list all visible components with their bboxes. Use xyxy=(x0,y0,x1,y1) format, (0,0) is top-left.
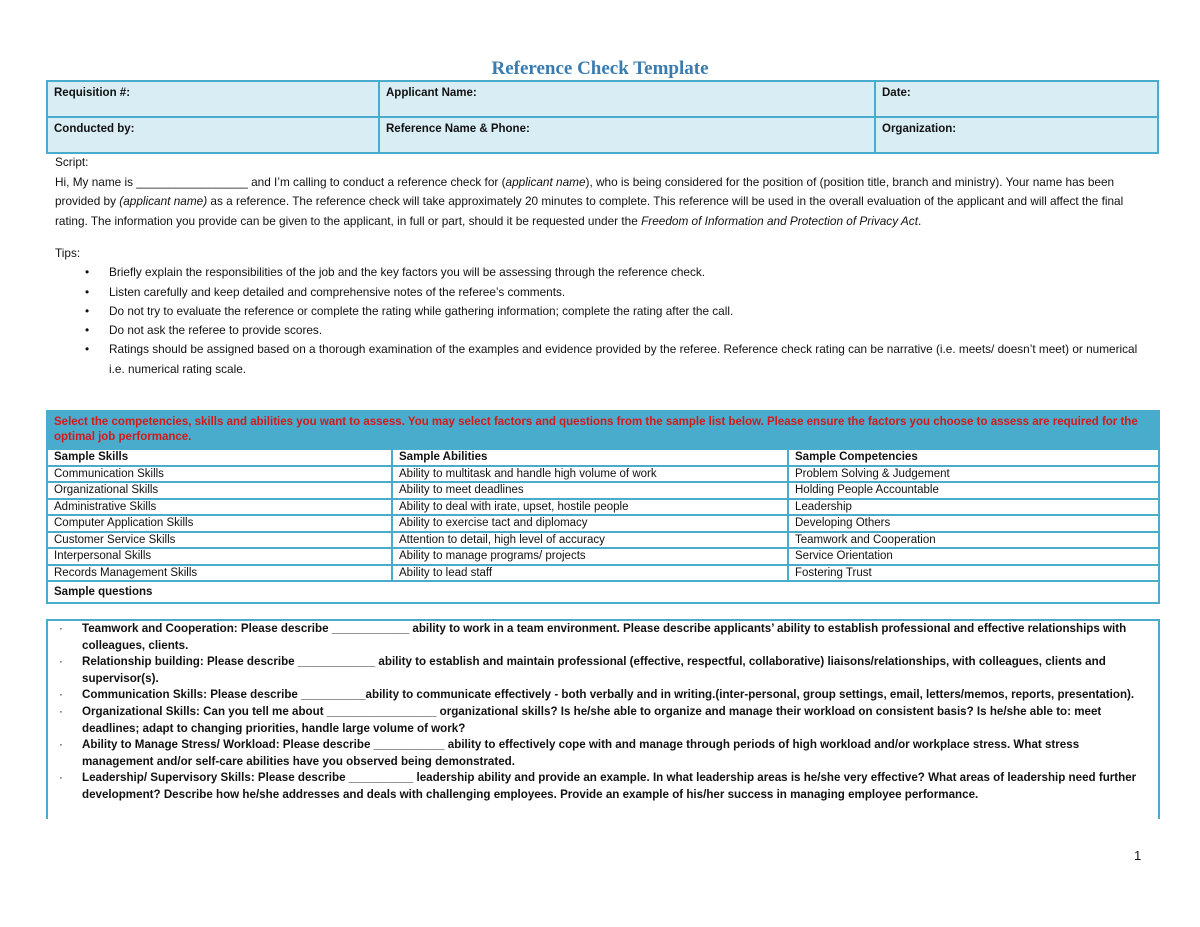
question-item: · Teamwork and Cooperation: Please describe ____________ ability to work in a team environment. Please describe applicants’ ability to establish professional and effective relationships with colleagues, clients. xyxy=(59,622,1127,652)
question-item: · Organizational Skills: Can you tell me about _________________ organizational skills? Is he/she able to organize and manage their workload on consistent basis? Is he/she able to: meet deadlines; adapt to changing priorities, handle large volume of work? xyxy=(59,704,1102,735)
tips-section xyxy=(55,244,1150,379)
instruction-text: Select the competencies, skills and abilities you want to assess. You may select factors and questions from the sample list below. Please ensure the factors you choose to assess are required for the optimal job performance. xyxy=(47,411,1159,449)
ability-cell: Ability to deal with irate, upset, hostile people xyxy=(392,499,788,516)
table-header-row xyxy=(47,449,1159,466)
bullet-icon: • xyxy=(85,342,90,357)
competency-cell: Leadership xyxy=(788,499,1159,516)
page-number: 1 xyxy=(1134,848,1142,863)
bullet-icon: · xyxy=(59,655,63,669)
requisition-field[interactable]: Requisition #: xyxy=(47,81,379,117)
skill-cell: Computer Application Skills xyxy=(47,515,392,532)
conducted-by-field[interactable]: Conducted by: xyxy=(47,117,379,153)
tips-label: Tips: xyxy=(55,246,81,260)
questions-list xyxy=(48,621,1158,804)
competency-cell: Fostering Trust xyxy=(788,565,1159,582)
tip-item: • Ratings should be assigned based on a thorough examination of the examples and evidence provided by the referee. Reference check rating can be narrative (i.e. meets/ doesn’t meet) or numerical i.e. numerical rating scale. xyxy=(85,342,1138,376)
tips-list xyxy=(55,263,1150,379)
bullet-icon: · xyxy=(59,771,63,785)
applicant-name-field[interactable]: Applicant Name: xyxy=(379,81,875,117)
bullet-icon: • xyxy=(85,323,90,338)
table-row xyxy=(47,482,1159,499)
bullet-icon: • xyxy=(85,265,90,280)
reference-name-phone-field[interactable]: Reference Name & Phone: xyxy=(379,117,875,153)
date-field[interactable]: Date: xyxy=(875,81,1158,117)
skill-cell: Interpersonal Skills xyxy=(47,548,392,565)
table-row xyxy=(47,548,1159,565)
sample-questions-box xyxy=(46,619,1160,819)
ability-cell: Attention to detail, high level of accuracy xyxy=(392,532,788,549)
info-table xyxy=(46,80,1159,154)
questions-header-row xyxy=(47,581,1159,603)
bullet-icon: • xyxy=(85,284,90,299)
question-item: · Ability to Manage Stress/ Workload: Please describe ___________ ability to effectively cope with and manage through periods of high workload and/or workplace stress. What stress management and/or self-care abilities have you observed being demonstrated. xyxy=(59,738,1080,768)
table-row xyxy=(47,565,1159,582)
sample-questions-heading: Sample questions xyxy=(47,581,1159,603)
bullet-icon: · xyxy=(59,622,63,635)
tip-item: • Do not ask the referee to provide scores. xyxy=(55,321,1150,340)
tip-item: • Do not try to evaluate the reference or complete the rating while gathering information; complete the rating after the call. xyxy=(55,302,1150,321)
script-section xyxy=(55,153,1150,231)
bullet-icon: · xyxy=(59,738,63,752)
header-skills: Sample Skills xyxy=(47,449,392,466)
info-row xyxy=(47,117,1158,153)
script-label: Script: xyxy=(55,155,89,169)
competency-cell: Holding People Accountable xyxy=(788,482,1159,499)
table-row xyxy=(47,466,1159,483)
skill-cell: Customer Service Skills xyxy=(47,532,392,549)
bullet-icon: · xyxy=(59,688,63,702)
question-item: · Leadership/ Supervisory Skills: Please describe __________ leadership ability and provide an example. In what leadership areas is he/she very effective? What areas of leadership need further development? Describe how he/she addresses and deals with challenging employees. Provide an example of his/her success in managing employee performance. xyxy=(59,771,1137,801)
instruction-row xyxy=(47,411,1159,449)
document-title: Reference Check Template xyxy=(491,58,709,79)
table-row xyxy=(47,515,1159,532)
script-text: Hi, My name is _________________ and I’m calling to conduct a reference check for (applicant name), who is being considered for the position of (position title, branch and ministry). Your name has been provided by (applicant name) as a reference. The reference check will take approximately 20 minutes to complete. This reference will be used in the overall evaluation of the applicant and will affect the final rating. The information you provide can be given to the applicant, in full or part, should it be requested under the Freedom of Information and Protection of Privacy Act. xyxy=(55,174,1124,228)
skill-cell: Administrative Skills xyxy=(47,499,392,516)
header-competencies: Sample Competencies xyxy=(788,449,1159,466)
competency-cell: Problem Solving & Judgement xyxy=(788,466,1159,483)
ability-cell: Ability to meet deadlines xyxy=(392,482,788,499)
competency-table xyxy=(46,410,1160,604)
ability-cell: Ability to manage programs/ projects xyxy=(392,548,788,565)
info-row xyxy=(47,81,1158,117)
ability-cell: Ability to lead staff xyxy=(392,565,788,582)
ability-cell: Ability to multitask and handle high volume of work xyxy=(392,466,788,483)
bullet-icon: • xyxy=(85,303,90,318)
header-abilities: Sample Abilities xyxy=(392,449,788,466)
competency-cell: Service Orientation xyxy=(788,548,1159,565)
question-item: · Communication Skills: Please describe __________ability to communicate effectively - both verbally and in writing.(inter-personal, group settings, email, letters/memos, reports, presentation). xyxy=(48,687,1158,704)
organization-field[interactable]: Organization: xyxy=(875,117,1158,153)
skill-cell: Communication Skills xyxy=(47,466,392,483)
table-row xyxy=(47,532,1159,549)
competency-cell: Teamwork and Cooperation xyxy=(788,532,1159,549)
tip-item: • Briefly explain the responsibilities of the job and the key factors you will be assessing through the reference check. xyxy=(55,263,1150,282)
competency-cell: Developing Others xyxy=(788,515,1159,532)
table-row xyxy=(47,499,1159,516)
bullet-icon: · xyxy=(59,704,63,718)
tip-item: • Listen carefully and keep detailed and comprehensive notes of the referee’s comments. xyxy=(55,283,1150,302)
ability-cell: Ability to exercise tact and diplomacy xyxy=(392,515,788,532)
question-item: · Relationship building: Please describe ____________ ability to establish and maintain professional (effective, respectful, collaborative) liaisons/relationships, with colleagues, clients and supervisor(s). xyxy=(59,655,1106,685)
skill-cell: Organizational Skills xyxy=(47,482,392,499)
skill-cell: Records Management Skills xyxy=(47,565,392,582)
